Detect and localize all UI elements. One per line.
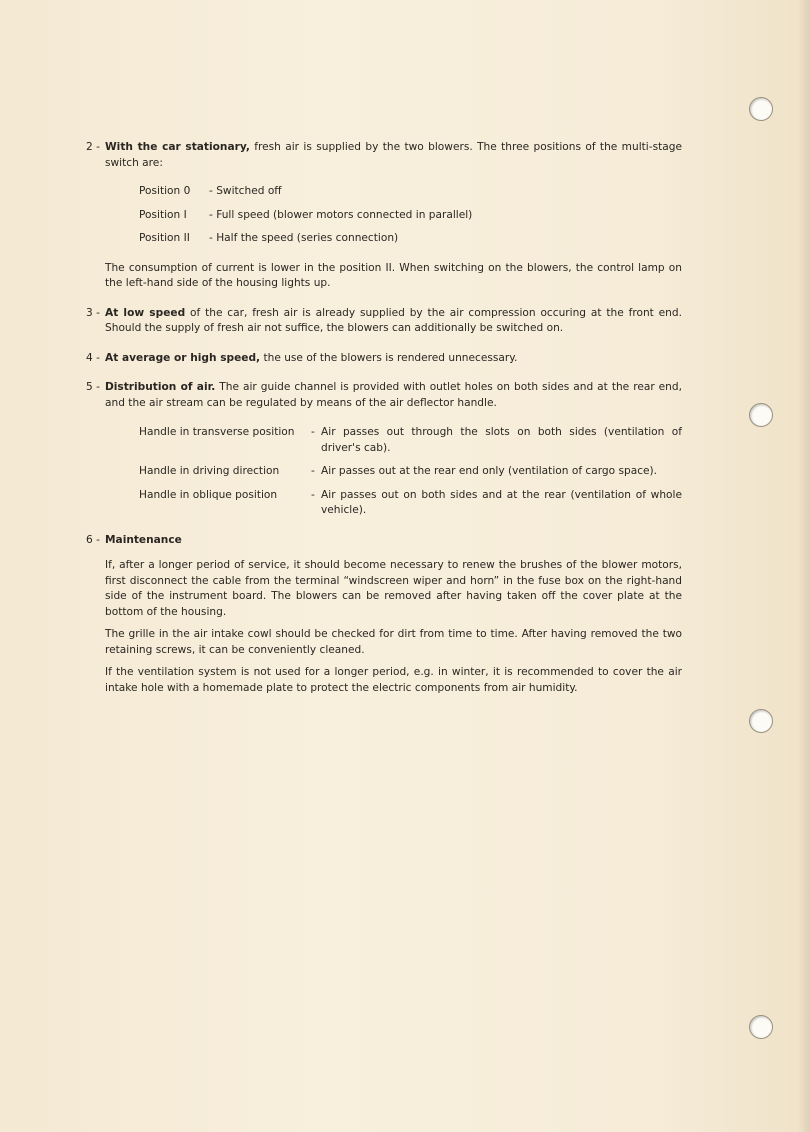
handle-label: Handle in driving direction: [139, 465, 280, 477]
section-number: 2 -: [86, 141, 100, 153]
position-desc: - Half the speed (series connection): [209, 232, 399, 244]
handle-desc: Air passes out through the slots on both sides (ventilation of driver's cab).: [321, 426, 682, 454]
position-desc: - Full speed (blower motors connected in parallel): [209, 208, 473, 221]
switch-positions-list: [139, 184, 682, 247]
handle-desc: Air passes out at the rear end only (ventilation of cargo space).: [321, 465, 658, 477]
section-heading: Maintenance: [105, 533, 182, 546]
section-text: fresh air is supplied by the two blowers. The three positions of the multi-stage switch are:: [105, 141, 682, 169]
document-body: [86, 140, 682, 710]
section-5: [86, 380, 682, 519]
section-number: 3 -: [86, 306, 100, 319]
section-text: The consumption of current is lower in the position II. When switching on the blowers, the control lamp on the left-hand side of the housing lights up.: [105, 261, 682, 289]
section-heading: At low speed: [105, 306, 186, 319]
section-3: [86, 306, 682, 337]
handle-positions-list: [139, 425, 682, 519]
binder-hole: [749, 1015, 773, 1039]
list-item: Handle in oblique position - Air passes out on both sides and at the rear (ventilation of whole vehicle).: [139, 488, 682, 519]
binder-hole: [749, 403, 773, 427]
list-item: Handle in transverse position - Air passes out through the slots on both sides (ventilation of driver's cab).: [139, 425, 682, 456]
page-edge-shadow: [798, 0, 810, 1132]
section-6: [86, 533, 682, 697]
section-text: The air guide channel is provided with outlet holes on both sides and at the rear end, and the air stream can be regulated by means of the air deflector handle.: [105, 381, 682, 409]
section-heading: With the car stationary,: [105, 141, 250, 153]
position-label: Position I: [139, 208, 187, 221]
list-item: [139, 184, 682, 200]
paragraph: If the ventilation system is not used for a longer period, e.g. in winter, it is recommended to cover the air intake hole with a homemade plate to protect the electric components from air humidity.: [105, 666, 682, 694]
section-number: 5 -: [86, 381, 100, 393]
position-label: Position II: [139, 232, 190, 244]
paragraph: The grille in the air intake cowl should be checked for dirt from time to time. After having removed the two retaining screws, it can be conveniently cleaned.: [105, 628, 682, 656]
section-number: 4 -: [86, 351, 100, 364]
position-label: Position 0: [139, 185, 191, 197]
handle-label: Handle in transverse position: [139, 426, 295, 438]
section-2: [86, 140, 682, 292]
binder-hole: [749, 97, 773, 121]
section-number: 6 -: [86, 533, 100, 546]
section-heading: At average or high speed,: [105, 351, 261, 364]
section-4: [86, 351, 682, 367]
section-text: the use of the blowers is rendered unnecessary.: [260, 351, 518, 364]
list-item: Handle in driving direction - Air passes out at the rear end only (ventilation of cargo space).: [139, 464, 682, 480]
handle-desc: Air passes out on both sides and at the rear (ventilation of whole vehicle).: [321, 488, 682, 516]
list-item: [139, 208, 682, 224]
handle-label: Handle in oblique position: [139, 488, 278, 501]
section-heading: Distribution of air.: [105, 381, 216, 393]
paragraph: If, after a longer period of service, it should become necessary to renew the brushes of the blower motors, first disconnect the cable from the terminal “windscreen wiper and horn” in the fuse box on the right-hand side of the instrument board. The blowers can be removed after having taken off the cover plate at the bottom of the housing.: [105, 559, 682, 618]
section-text: of the car, fresh air is already supplied by the air compression occuring at the front end. Should the supply of fresh air not suffice, the blowers can additionally be switched on.: [105, 306, 682, 334]
position-desc: - Switched off: [209, 185, 282, 197]
list-item: [139, 231, 682, 247]
binder-hole: [749, 709, 773, 733]
